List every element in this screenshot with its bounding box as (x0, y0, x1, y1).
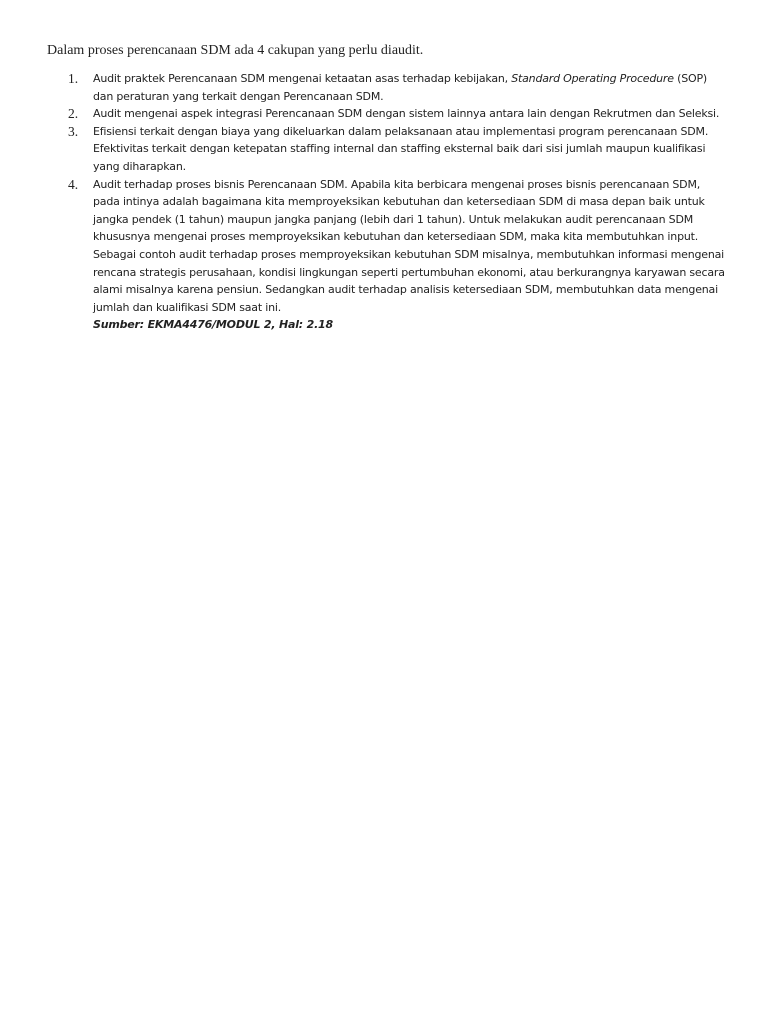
list-item-text: Audit mengenai aspek integrasi Perencanaan SDM dengan sistem lainnya antara lain dengan Rekrutmen dan Seleksi. (93, 107, 720, 121)
list-item (62, 105, 728, 123)
audit-scope-list (62, 70, 728, 334)
list-item-number: 2. (68, 106, 79, 122)
list-item-number: 4. (68, 176, 79, 192)
source-citation: Sumber: EKMA4476/MODUL 2, Hal: 2.18 (93, 318, 333, 332)
list-item-number: 1. (68, 71, 79, 86)
list-item-number: 3. (68, 123, 79, 139)
list-item-text-part: Audit praktek Perencanaan SDM mengenai ketaatan asas terhadap kebijakan, (93, 72, 512, 85)
list-item (62, 70, 728, 105)
intro-paragraph: Dalam proses perencanaan SDM ada 4 cakupan yang perlu diaudit. (47, 43, 424, 58)
list-item-italic-term: Standard Operating Procedure (511, 72, 674, 85)
list-item (62, 123, 728, 176)
list-item-text: Audit terhadap proses bisnis Perencanaan SDM. Apabila kita berbicara mengenai proses bisnis perencanaan SDM, pada intinya adalah bagaimana kita memproyeksikan kebutuhan dan ketersediaan SDM di masa depan baik untuk jangka pendek (1 tahun) maupun jangka panjang (lebih dari 1 tahun). Untuk melakukan audit perencanaan SDM khususnya mengenai proses memproyeksikan kebutuhan dan ketersediaan SDM, maka kita membutuhkan input. Sebagai contoh audit terhadap proses memproyeksikan kebutuhan SDM misalnya, membutuhkan informasi mengenai rencana strategis perusahaan, kondisi lingkungan seperti pertumbuhan ekonomi, atau berkurangnya karyawan secara alami misalnya karena pensiun. Sedangkan audit terhadap analisis ketersediaan SDM, membutuhkan data mengenai jumlah dan kualifikasi SDM saat ini. (93, 177, 725, 314)
list-item (62, 176, 728, 334)
list-item-text: Efisiensi terkait dengan biaya yang dikeluarkan dalam pelaksanaan atau implementasi program perencanaan SDM. Efektivitas terkait dengan ketepatan staffing internal dan staffing eksternal baik dari sisi jumlah maupun kualifikasi yang diharapkan. (93, 124, 709, 173)
list-item-text (93, 70, 728, 105)
list-item-text-part: (SOP) dan peraturan yang terkait dengan Perencanaan SDM. (93, 72, 707, 103)
